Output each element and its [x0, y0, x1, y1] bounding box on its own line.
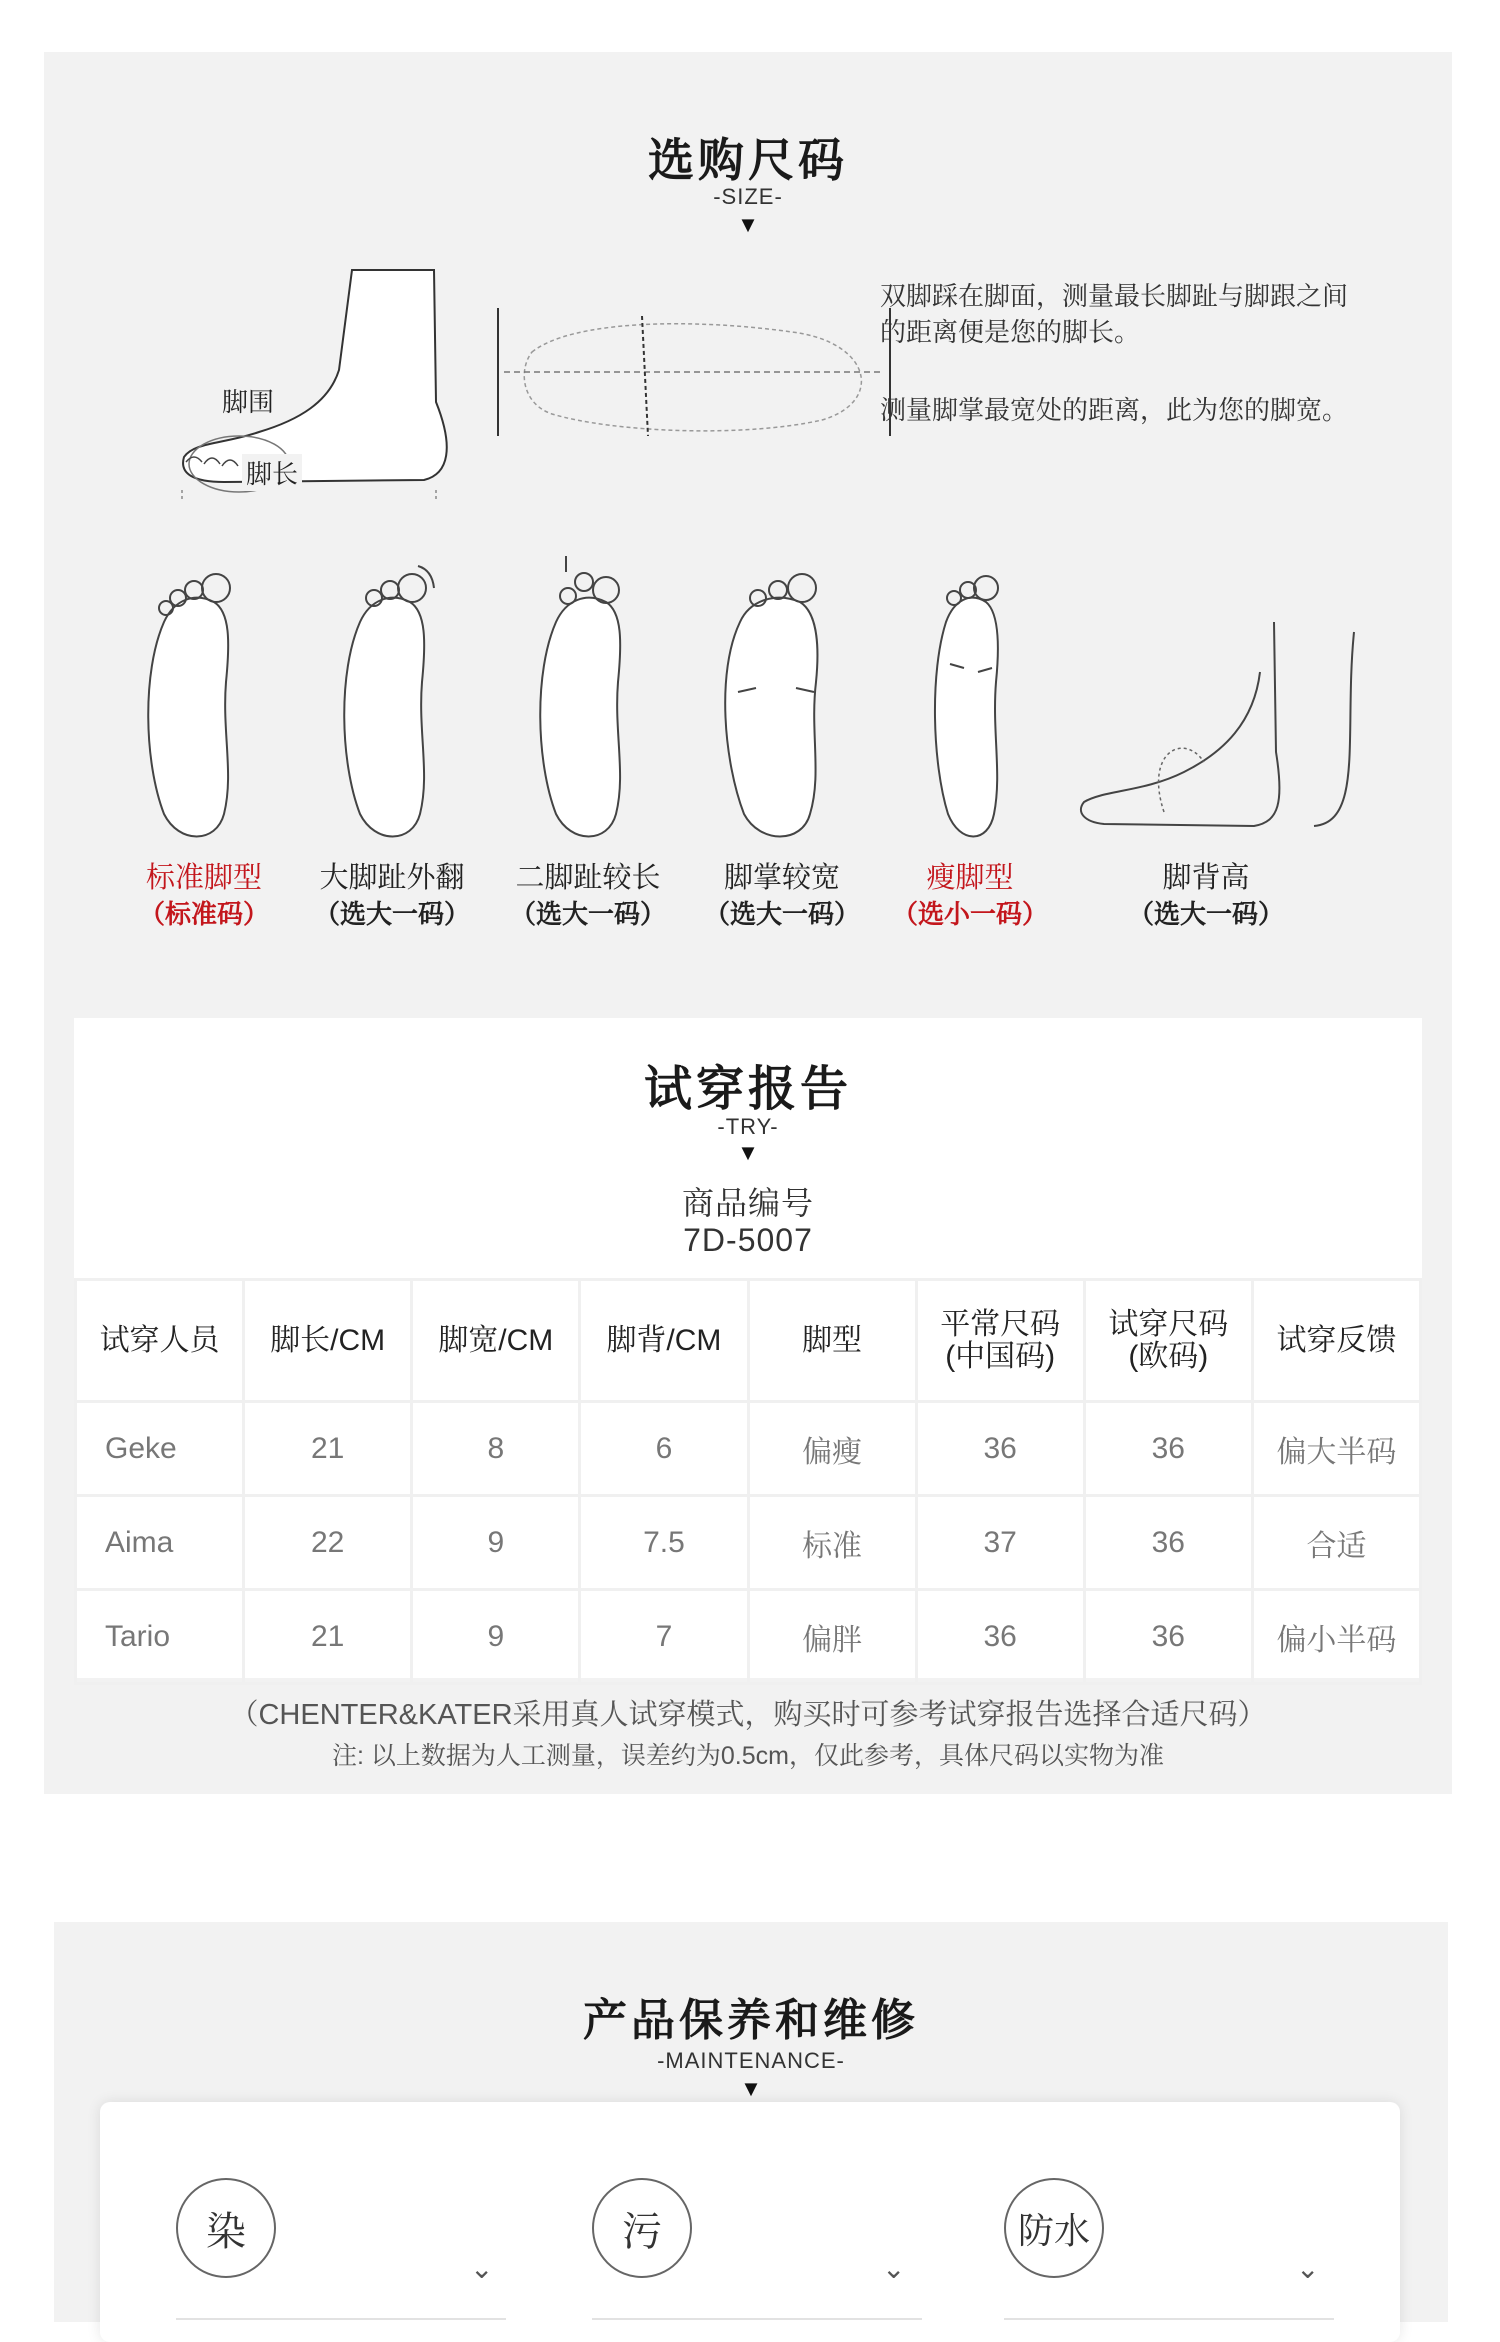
- size-section-title: 选购尺码: [648, 134, 848, 186]
- try-report-footnote: （CHENTER&KATER采用真人试穿模式，购买时可参考试穿报告选择合适尺码）: [229, 1699, 1267, 1731]
- foot-type-slim: [880, 860, 1060, 932]
- try-section-title: 试穿报告: [643, 1063, 852, 1116]
- table-cell: 9: [412, 1590, 580, 1684]
- foot-type-name: 瘦脚型: [926, 862, 1014, 894]
- table-cell: 偏胖: [748, 1590, 916, 1684]
- down-arrow-icon: ▼: [740, 2076, 762, 2101]
- table-cell: Tario: [76, 1590, 244, 1684]
- table-cell: 22: [244, 1496, 412, 1590]
- col-foot-width: 脚宽/CM: [412, 1280, 580, 1402]
- down-arrow-icon: ▼: [737, 212, 759, 237]
- table-cell: 标准: [748, 1496, 916, 1590]
- maintenance-card: [100, 2102, 1400, 2342]
- table-cell: 21: [244, 1402, 412, 1496]
- table-cell: 8: [412, 1402, 580, 1496]
- measure-note-width: 测量脚掌最宽处的距离，此为您的脚宽。: [880, 395, 1349, 425]
- table-row: [76, 1590, 1421, 1684]
- col-foot-length: 脚长/CM: [244, 1280, 412, 1402]
- table-cell: 36: [916, 1402, 1084, 1496]
- measurement-disclaimer: 注: 以上数据为人工测量，误差约为0.5cm，仅此参考，具体尺码以实物为准: [332, 1742, 1164, 1770]
- table-cell: 偏小半码: [1252, 1590, 1420, 1684]
- measure-note-length-2: 的距离便是您的脚长。: [880, 317, 1141, 347]
- table-header-row: [76, 1280, 1421, 1402]
- table-cell: 36: [1084, 1402, 1252, 1496]
- foot-type-long-second-toe: [498, 860, 678, 932]
- measure-note-length-1: 双脚踩在脚面，测量最长脚趾与脚跟之间: [880, 281, 1349, 311]
- high-instep-foot-icon: [1064, 612, 1384, 862]
- foot-type-advice: （标准码）: [138, 899, 269, 929]
- table-row: [76, 1402, 1421, 1496]
- try-report-card: [74, 1018, 1422, 1678]
- table-cell: 37: [916, 1496, 1084, 1590]
- foot-type-name: 脚背高: [1162, 862, 1250, 894]
- col-feedback: 试穿反馈: [1252, 1280, 1420, 1402]
- foot-girth-label: 脚围: [222, 387, 275, 417]
- col-try-size: 试穿尺码 (欧码): [1084, 1280, 1252, 1402]
- table-cell: 7: [580, 1590, 748, 1684]
- maintenance-section-subtitle: -MAINTENANCE-: [657, 2048, 845, 2073]
- table-cell: 偏大半码: [1252, 1402, 1420, 1496]
- down-arrow-icon: ▼: [737, 1140, 759, 1165]
- stain-care-icon[interactable]: 污: [592, 2178, 692, 2278]
- foot-type-advice: （选大一码）: [313, 899, 470, 929]
- foot-type-standard: [114, 860, 294, 932]
- long-second-toe-foot-icon: [526, 552, 646, 852]
- foot-type-name: 脚掌较宽: [723, 862, 840, 894]
- chevron-down-icon[interactable]: ⌄: [882, 2253, 906, 2284]
- table-cell: 合适: [1252, 1496, 1420, 1590]
- standard-foot-icon: [134, 552, 254, 852]
- foot-type-advice: （选大一码）: [1127, 899, 1284, 929]
- foot-type-advice: （选大一码）: [509, 899, 666, 929]
- foot-type-name: 大脚趾外翻: [319, 862, 465, 894]
- maintenance-panel: [54, 1922, 1448, 2322]
- divider: [176, 2318, 506, 2320]
- try-section-subtitle: -TRY-: [717, 1114, 779, 1139]
- size-section-subtitle: -SIZE-: [713, 184, 783, 209]
- slim-foot-icon: [910, 552, 1030, 852]
- col-usual-size: 平常尺码 (中国码): [916, 1280, 1084, 1402]
- table-cell: 9: [412, 1496, 580, 1590]
- wide-foot-icon: [716, 552, 836, 852]
- foot-type-name: 标准脚型: [145, 862, 262, 894]
- chevron-down-icon[interactable]: ⌄: [470, 2253, 494, 2284]
- table-cell: Geke: [76, 1402, 244, 1496]
- try-report-table: [74, 1278, 1422, 1685]
- table-cell: 偏瘦: [748, 1402, 916, 1496]
- table-cell: 6: [580, 1402, 748, 1496]
- foot-side-measure-diagram: [124, 252, 484, 502]
- foot-length-label: 脚长: [242, 454, 302, 491]
- dye-care-icon[interactable]: 染: [176, 2178, 276, 2278]
- table-cell: 7.5: [580, 1496, 748, 1590]
- size-guide-panel: [44, 52, 1452, 1794]
- col-instep: 脚背/CM: [580, 1280, 748, 1402]
- table-cell: 21: [244, 1590, 412, 1684]
- table-cell: Aima: [76, 1496, 244, 1590]
- foot-type-name: 二脚趾较长: [515, 862, 661, 894]
- col-foot-type: 脚型: [748, 1280, 916, 1402]
- waterproof-care-icon[interactable]: 防水: [1004, 2178, 1104, 2278]
- foot-type-high-instep: [1116, 860, 1296, 932]
- chevron-down-icon[interactable]: ⌄: [1296, 2253, 1320, 2284]
- maintenance-section-title: 产品保养和维修: [583, 1996, 919, 2045]
- foot-type-wide: [692, 860, 872, 932]
- product-code: 7D-5007: [683, 1222, 813, 1258]
- table-row: [76, 1496, 1421, 1590]
- bunion-foot-icon: [330, 552, 450, 852]
- foot-type-bunion: [302, 860, 482, 932]
- table-cell: 36: [916, 1590, 1084, 1684]
- divider: [592, 2318, 922, 2320]
- foot-type-advice: （选小一码）: [891, 899, 1048, 929]
- foot-top-measure-diagram: [492, 292, 902, 452]
- product-number-label: 商品编号: [681, 1185, 814, 1221]
- col-tester: 试穿人员: [76, 1280, 244, 1402]
- divider: [1004, 2318, 1334, 2320]
- foot-type-advice: （选大一码）: [703, 899, 860, 929]
- table-cell: 36: [1084, 1496, 1252, 1590]
- table-cell: 36: [1084, 1590, 1252, 1684]
